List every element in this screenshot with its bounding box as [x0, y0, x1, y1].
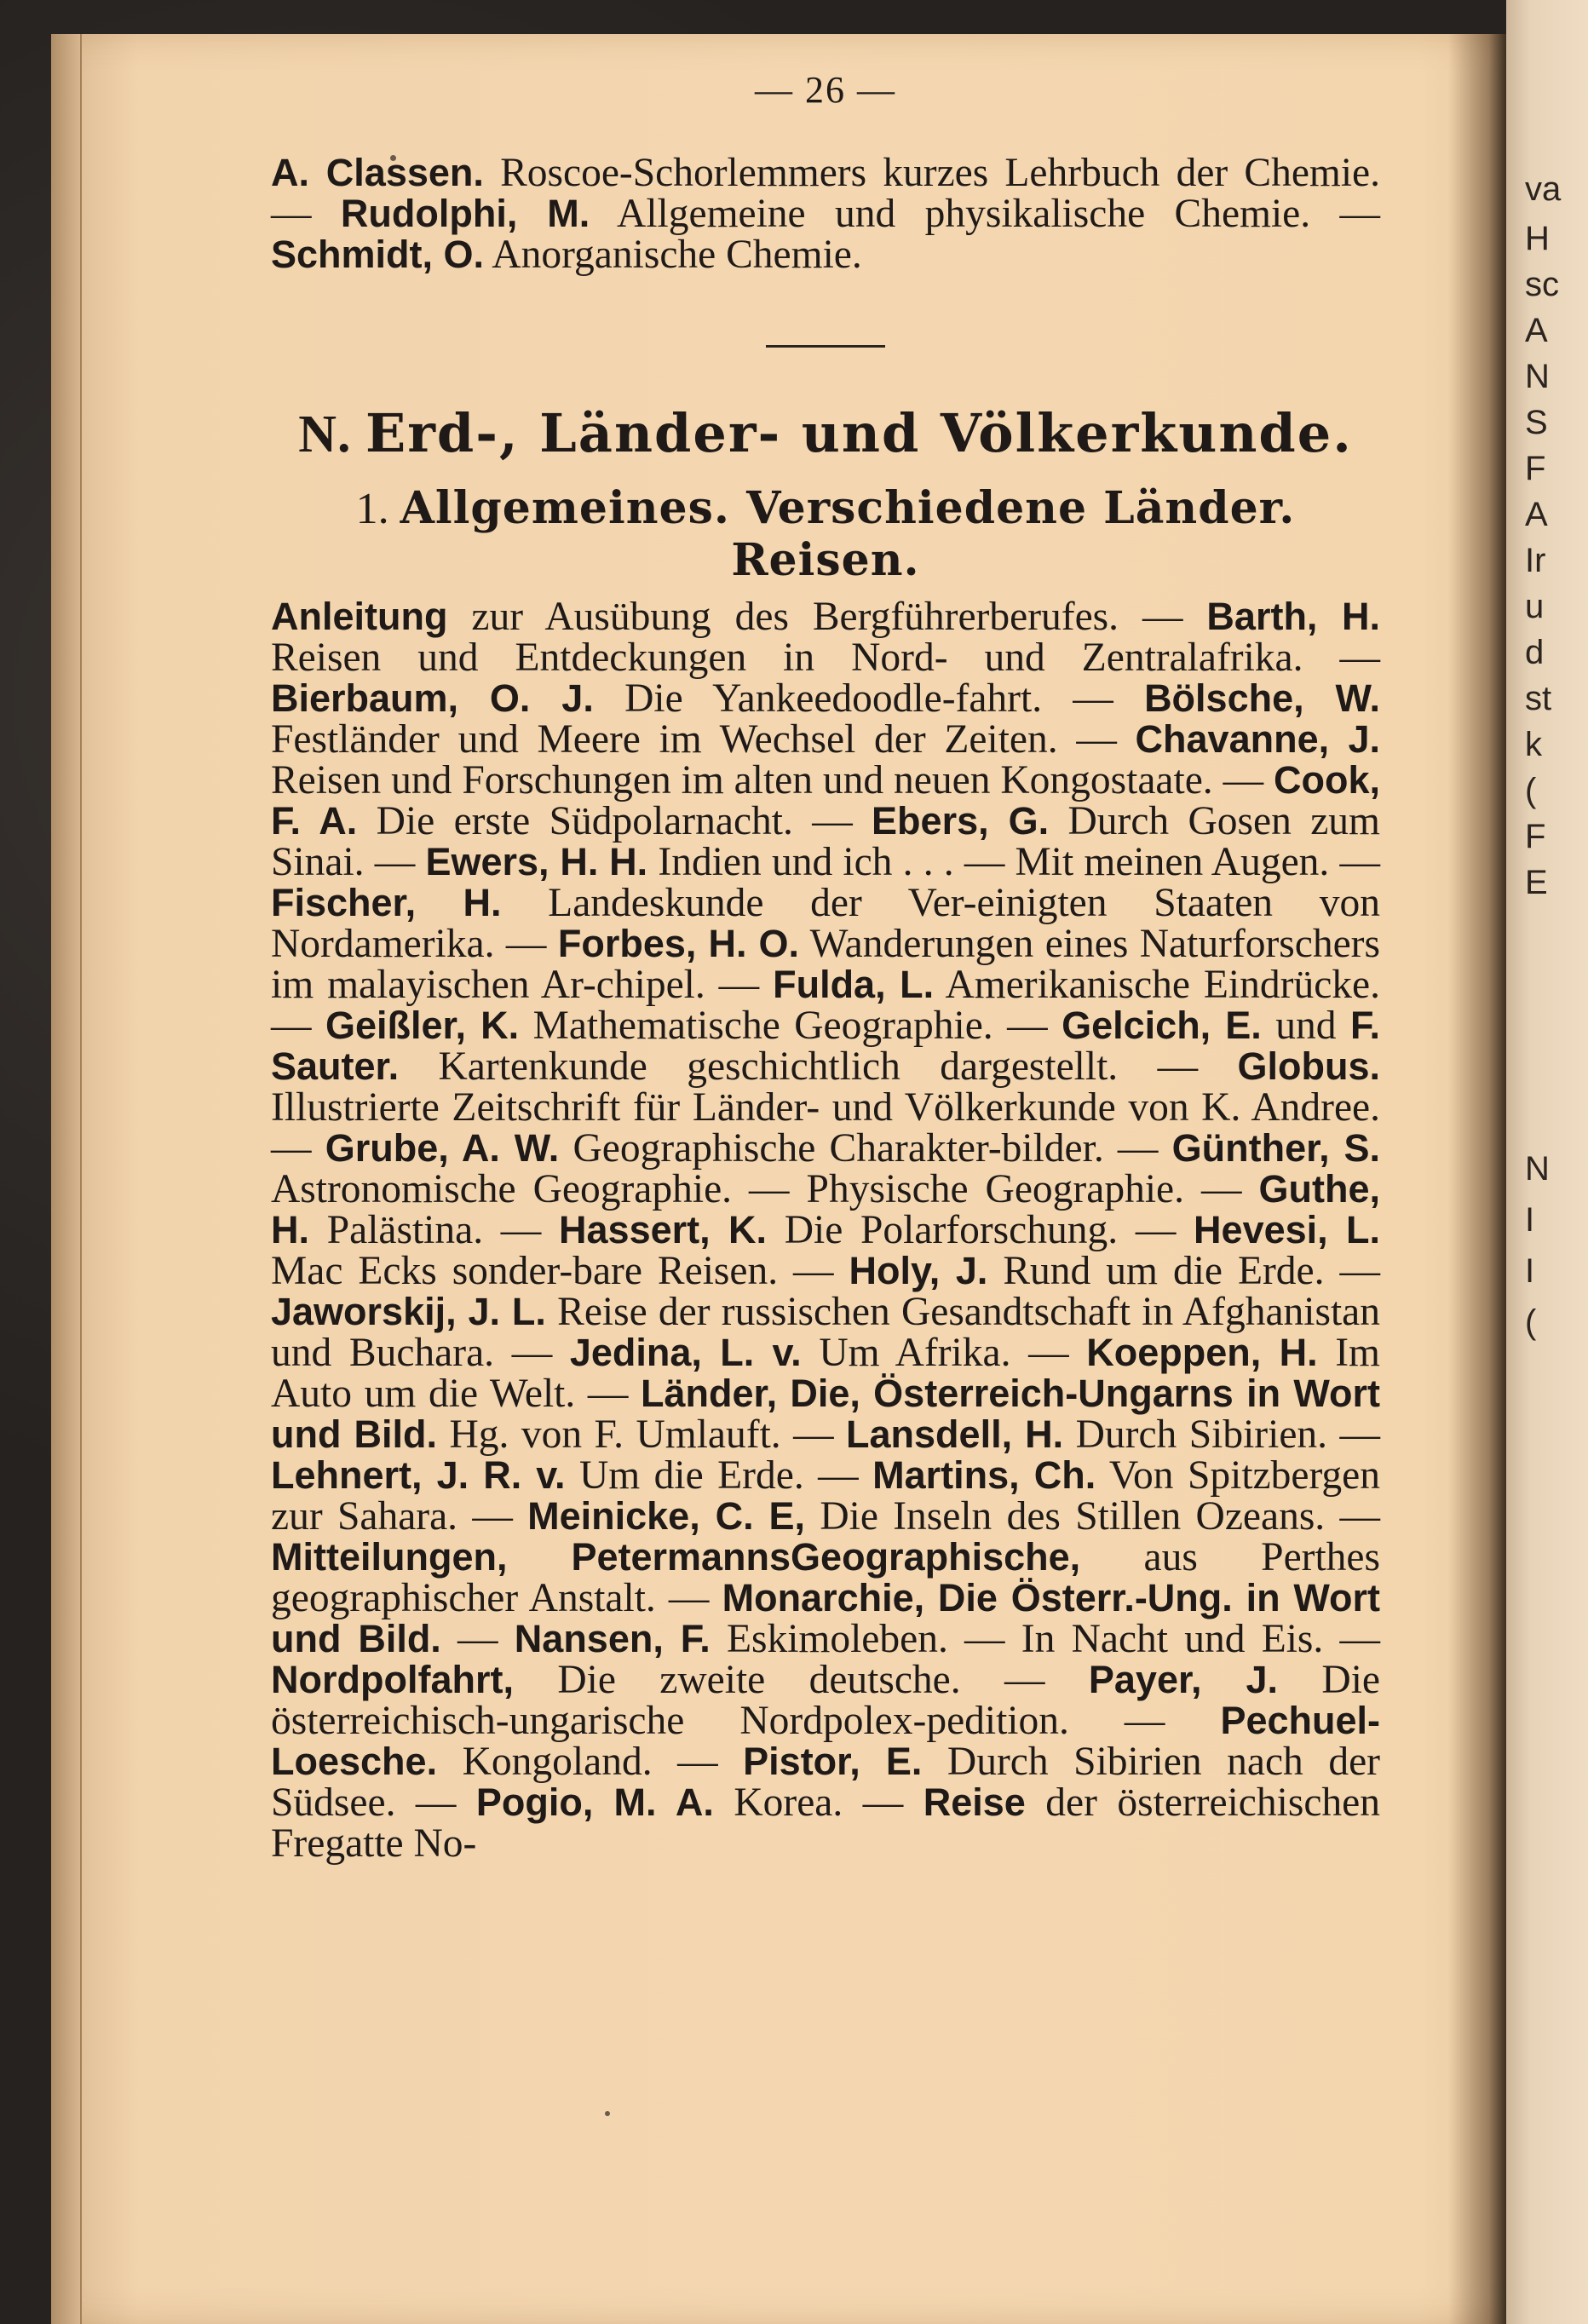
author-name: Fischer, H.: [271, 881, 502, 924]
subsection-number: 1.: [355, 485, 389, 533]
entry-text: Durch Sibirien. —: [1063, 1412, 1380, 1457]
entry-text: Reisen und Forschungen im alten und neuen Kongostaate. —: [271, 758, 1274, 802]
entry-text: Palästina. —: [309, 1208, 560, 1252]
author-name: Cook, F. A.: [271, 758, 1380, 843]
entry-text: Im Auto um die Welt. —: [271, 1331, 1381, 1416]
author-name: Geißler, K.: [325, 1004, 520, 1047]
author-name: Rudolphi, M.: [340, 192, 590, 235]
facing-page-fragment: I: [1525, 1252, 1535, 1290]
entry-text: Amerikanische Eindrücke. —: [271, 963, 1380, 1048]
author-name: Guthe, H.: [271, 1167, 1380, 1251]
entry-text: und: [1261, 1004, 1350, 1048]
entry-text: Rund um die Erde. —: [987, 1249, 1380, 1293]
author-name: Lehnert, J. R. v.: [271, 1453, 566, 1497]
author-name: Holy, J.: [849, 1249, 988, 1292]
author-name: Payer, J.: [1088, 1658, 1279, 1701]
facing-page-fragment: va: [1525, 170, 1562, 208]
entry-text: Mac Ecks sonder-bare Reisen. —: [271, 1249, 849, 1293]
entry-text: Durch Gosen zum Sinai. —: [271, 799, 1380, 884]
page-content: [271, 68, 1380, 1864]
page-number: — 26 —: [755, 69, 896, 111]
entry-text: Die erste Südpolarnacht. —: [357, 799, 872, 843]
facing-page-fragment: I: [1525, 1201, 1535, 1239]
author-name: Forbes, H. O.: [557, 922, 800, 965]
author-name: Anleitung: [271, 595, 448, 638]
facing-page-fragment: F: [1525, 818, 1546, 855]
entry-text: Die zweite deutsche. —: [513, 1658, 1089, 1702]
facing-page-fragment: N: [1525, 1150, 1550, 1188]
author-name: Pogio, M. A.: [475, 1780, 714, 1824]
entry-text: —: [440, 1617, 515, 1661]
facing-page-fragment: A: [1525, 496, 1548, 533]
entry-text: Reisen und Entdeckungen in Nord- und Zentralafrika. —: [271, 636, 1380, 680]
author-name: Hassert, K.: [559, 1208, 767, 1251]
entry-text: Anorganische Chemie.: [484, 233, 862, 277]
facing-page: [1506, 0, 1588, 2324]
author-name: Pechuel-Loesche.: [271, 1699, 1380, 1783]
entry-text: Die österreichisch-ungarische Nordpolex-pedition. —: [271, 1658, 1380, 1743]
intro-paragraph: [271, 152, 1380, 275]
author-name: Bölsche, W.: [1144, 676, 1380, 720]
author-name: Hevesi, L.: [1194, 1208, 1380, 1251]
entry-text: Hg. von F. Umlauft. —: [437, 1412, 847, 1457]
facing-page-fragment: (: [1525, 772, 1537, 809]
entry-text: Korea. —: [713, 1780, 923, 1825]
author-name: Koeppen, H.: [1086, 1331, 1318, 1374]
author-name: Jedina, L. v.: [569, 1331, 802, 1374]
entry-text: Mathematische Geographie. —: [519, 1004, 1062, 1048]
entry-text: Kongoland. —: [437, 1740, 744, 1784]
facing-page-fragment: N: [1525, 358, 1550, 395]
author-name: Globus.: [1237, 1044, 1380, 1088]
facing-page-fragment: st: [1525, 680, 1552, 717]
subsection-title: Allgemeines. Verschiedene Länder. Reisen.: [400, 482, 1296, 586]
entry-text: Die Yankeedoodle-fahrt. —: [593, 676, 1145, 721]
section-letter: N.: [298, 406, 352, 463]
entry-text: Landeskunde der Ver-einigten Staaten von Nordamerika. —: [271, 881, 1380, 966]
author-name: Nordpolfahrt,: [271, 1658, 514, 1701]
author-name: Pistor, E.: [743, 1740, 923, 1783]
author-name: Ebers, G.: [872, 799, 1050, 843]
facing-page-fragment: (: [1525, 1303, 1537, 1341]
entry-text: Festländer und Meere im Wechsel der Zeiten. —: [271, 717, 1136, 762]
author-name: Barth, H.: [1206, 595, 1381, 638]
facing-page-fragment: sc: [1525, 266, 1559, 303]
entry-text: Indien und ich . . . — Mit meinen Augen. —: [647, 840, 1380, 884]
author-name: Günther, S.: [1171, 1126, 1381, 1170]
facing-page-fragment: Ir: [1525, 542, 1546, 579]
entry-text: Die Inseln des Stillen Ozeans. —: [805, 1494, 1380, 1539]
entry-text: Wanderungen eines Naturforschers im malayischen Ar-chipel. —: [271, 922, 1380, 1007]
author-name: F. Sauter.: [271, 1004, 1380, 1088]
author-name: Monarchie, Die Österr.-Ung. in Wort und Bild.: [271, 1576, 1380, 1660]
entry-text: Die Polarforschung. —: [766, 1208, 1194, 1252]
entry-text: Allgemeine und physikalische Chemie. —: [590, 192, 1380, 236]
bibliography-paragraph: [271, 596, 1380, 1864]
facing-page-fragment: E: [1525, 864, 1548, 901]
entry-text: Durch Sibirien nach der Südsee. —: [271, 1740, 1380, 1825]
author-name: Martins, Ch.: [872, 1453, 1096, 1497]
author-name: Gelcich, E.: [1062, 1004, 1262, 1047]
page-edge: [51, 34, 82, 2324]
author-name: Reise: [923, 1780, 1026, 1824]
entry-text: Roscoe-Schorlemmers kurzes Lehrbuch der Chemie. —: [271, 151, 1381, 236]
entry-text: zur Ausübung des Bergführerberufes. —: [447, 595, 1207, 639]
facing-page-fragment: u: [1525, 588, 1545, 625]
author-name: Jaworskij, J. L.: [271, 1290, 546, 1333]
author-name: Nansen, F.: [514, 1617, 711, 1660]
facing-page-fragment: H: [1525, 220, 1550, 257]
entry-text: der österreichischen Fregatte No-: [271, 1780, 1380, 1866]
facing-page-fragment: k: [1525, 726, 1542, 763]
entry-text: Reise der russischen Gesandtschaft in Afghanistan und Buchara. —: [271, 1290, 1380, 1375]
author-name: Schmidt, O.: [271, 233, 485, 276]
entry-text: Astronomische Geographie. — Physische Geographie. —: [271, 1167, 1259, 1211]
entry-text: aus Perthes geographischer Anstalt. —: [271, 1535, 1380, 1620]
entry-text: Illustrierte Zeitschrift für Länder- und Völkerkunde von K. Andree. —: [271, 1085, 1380, 1171]
entry-text: Eskimoleben. — In Nacht und Eis. —: [710, 1617, 1381, 1661]
author-name: Ewers, H. H.: [425, 840, 648, 883]
facing-page-fragment: d: [1525, 634, 1545, 671]
author-name: Bierbaum, O. J.: [271, 676, 594, 720]
entry-text: Um Afrika. —: [801, 1331, 1087, 1375]
section-title: Erd-, Länder- und Völkerkunde.: [365, 402, 1353, 464]
entry-text: Um die Erde. —: [565, 1453, 873, 1498]
subsection-heading: [271, 482, 1380, 586]
facing-page-fragment: F: [1525, 450, 1546, 487]
author-name: Grube, A. W.: [325, 1126, 560, 1170]
author-name: Mitteilungen, PetermannsGeographische,: [271, 1535, 1081, 1579]
paper-speck: [605, 2111, 610, 2116]
entry-text: Kartenkunde geschichtlich dargestellt. —: [399, 1044, 1238, 1089]
author-name: A. Classen.: [271, 151, 484, 194]
author-name: Lansdell, H.: [846, 1412, 1064, 1456]
author-name: Meinicke, C. E,: [527, 1494, 806, 1538]
entry-text: Von Spitzbergen zur Sahara. —: [271, 1453, 1380, 1539]
section-divider: [766, 345, 885, 348]
author-name: Chavanne, J.: [1135, 717, 1380, 761]
section-heading: [271, 402, 1380, 465]
gutter-shadow: [1448, 34, 1506, 2324]
author-name: Fulda, L.: [773, 963, 935, 1006]
facing-page-fragment: A: [1525, 312, 1548, 349]
author-name: Länder, Die, Österreich-Ungarns in Wort und Bild.: [271, 1372, 1380, 1456]
facing-page-fragment: S: [1525, 404, 1548, 441]
entry-text: Geographische Charakter-bilder. —: [559, 1126, 1172, 1171]
